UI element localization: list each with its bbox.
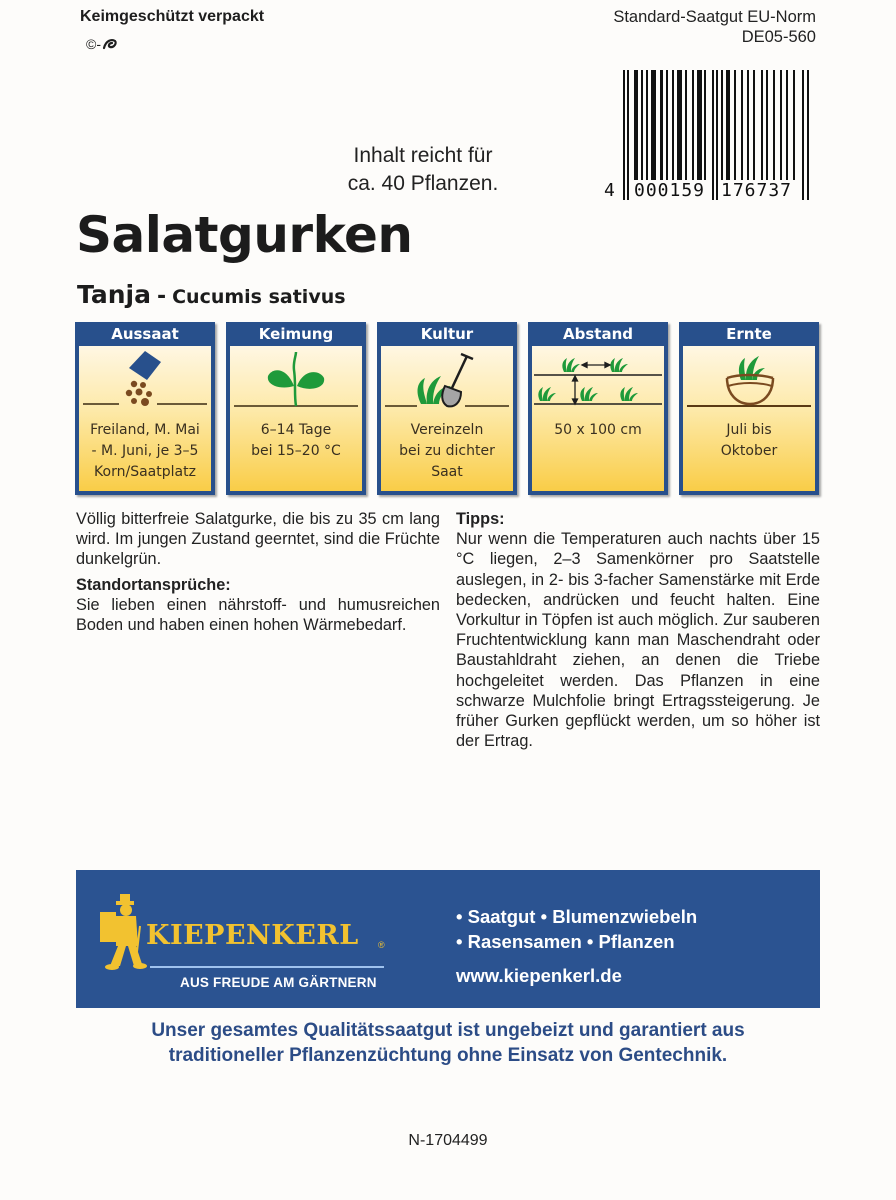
- info-box-kultur: [377, 322, 517, 495]
- product-title: Salatgurken: [76, 206, 413, 264]
- location-text: Sie lieben einen nährstoff- und humusreichen Boden und haben einen hohen Wärmebedarf.: [76, 595, 440, 635]
- info-box-ernte: [679, 322, 819, 495]
- info-box-line: bei zu dichter: [399, 443, 495, 459]
- info-box-line: Juli bis: [726, 422, 772, 438]
- brand-name: KIEPENKERL: [146, 920, 359, 951]
- info-box-line: - M. Juni, je 3–5: [91, 443, 199, 459]
- location-heading: Standortansprüche:: [76, 575, 231, 594]
- guarantee-line: Unser gesamtes Qualitätssaatgut ist ungebeizt und garantiert aus: [151, 1020, 745, 1041]
- info-box-label: Abstand: [563, 325, 633, 343]
- harvest-basket-icon: [683, 346, 815, 412]
- info-box-line: Korn/Saatplatz: [94, 464, 196, 480]
- variety-name: Tanja: [77, 280, 151, 309]
- logo-divider: [150, 966, 384, 968]
- brand-banner: [76, 870, 820, 1008]
- info-box-abstand: [528, 322, 668, 495]
- category-line: • Saatgut • Blumenzwiebeln: [456, 906, 698, 927]
- registered-mark: ®: [378, 940, 385, 950]
- seed-logo-icon: [102, 38, 118, 50]
- content-info-line1: Inhalt reicht für: [353, 144, 493, 167]
- standard-info: [613, 7, 816, 47]
- seedling-icon: [230, 346, 362, 412]
- latin-name: Cucumis sativus: [172, 286, 346, 308]
- svg-text:4: 4: [604, 180, 615, 201]
- info-box-label: Keimung: [258, 325, 334, 343]
- quality-guarantee: [76, 1018, 820, 1068]
- svg-text:000159: 000159: [634, 180, 706, 201]
- info-box-label: Kultur: [420, 325, 474, 343]
- info-box-line: Oktober: [720, 443, 778, 459]
- intro-text: Völlig bitterfreie Salatgurke, die bis zu 35 cm lang wird. Im jungen Zustand geerntet, sind die Früchte dunkelgrün.: [76, 510, 440, 569]
- plant-spacing-icon: [532, 346, 664, 412]
- info-box-label: Ernte: [726, 325, 772, 343]
- info-box-line: 6–14 Tage: [260, 422, 332, 438]
- info-box-line: bei 15–20 °C: [251, 443, 341, 459]
- variety-line: [77, 280, 346, 309]
- content-info: [310, 142, 536, 198]
- info-boxes: [75, 322, 819, 495]
- info-box-label: Aussaat: [111, 325, 179, 343]
- product-categories: [456, 904, 697, 954]
- website-link[interactable]: www.kiepenkerl.de: [456, 965, 622, 986]
- copyright-text: ©-: [86, 36, 101, 52]
- article-number: N-1704499: [408, 1132, 488, 1149]
- standard-label: Standard-Saatgut EU-Norm: [613, 8, 816, 26]
- tips-text: Nur wenn die Temperaturen auch nachts über 15 °C liegen, 2–3 Samenkörner pro Saatstelle auslegen, in 2- bis 3-facher Samenstärke mit Erde bedecken, andrücken und feucht halten. Eine Vorkultur in Töpfen ist auch möglich. Zur sauberen Fruchtentwicklung kann man Maschendraht oder Baustahldraht ziehen, an denen die Triebe hochgeleitet werden. Das Pflanzen in eine schwarze Mulchfolie bringt Ertragssteigerung. Je früher Gurken gepflückt werden, um so höher ist der Ertrag.: [456, 530, 820, 751]
- barcode-icon: [604, 70, 812, 201]
- copyright-mark: [86, 36, 118, 52]
- brand-logo: [98, 890, 388, 990]
- content-info-line2: ca. 40 Pflanzen.: [347, 172, 499, 195]
- svg-text:176737: 176737: [721, 180, 793, 201]
- info-box-line: Vereinzeln: [410, 422, 484, 438]
- packaging-note: Keimgeschützt verpackt: [80, 8, 265, 25]
- standard-code: DE05-560: [741, 28, 816, 46]
- info-box-line: Freiland, M. Mai: [90, 422, 200, 438]
- tips-heading: Tipps:: [456, 510, 505, 528]
- info-box-aussaat: [75, 322, 215, 495]
- tips-column: [456, 509, 820, 751]
- category-line: • Rasensamen • Pflanzen: [456, 931, 675, 952]
- seed-packet-icon: [79, 346, 211, 412]
- info-box-keimung: [226, 322, 366, 495]
- info-box-line: Saat: [431, 464, 463, 480]
- brand-tagline: AUS FREUDE AM GÄRTNERN: [180, 975, 377, 990]
- info-box-line: 50 x 100 cm: [554, 422, 642, 438]
- guarantee-line: traditioneller Pflanzenzüchtung ohne Einsatz von Gentechnik.: [168, 1045, 728, 1066]
- description-column: [76, 509, 440, 635]
- variety-separator: -: [156, 284, 167, 309]
- barcode: [604, 70, 812, 201]
- plant-shovel-icon: [381, 346, 513, 412]
